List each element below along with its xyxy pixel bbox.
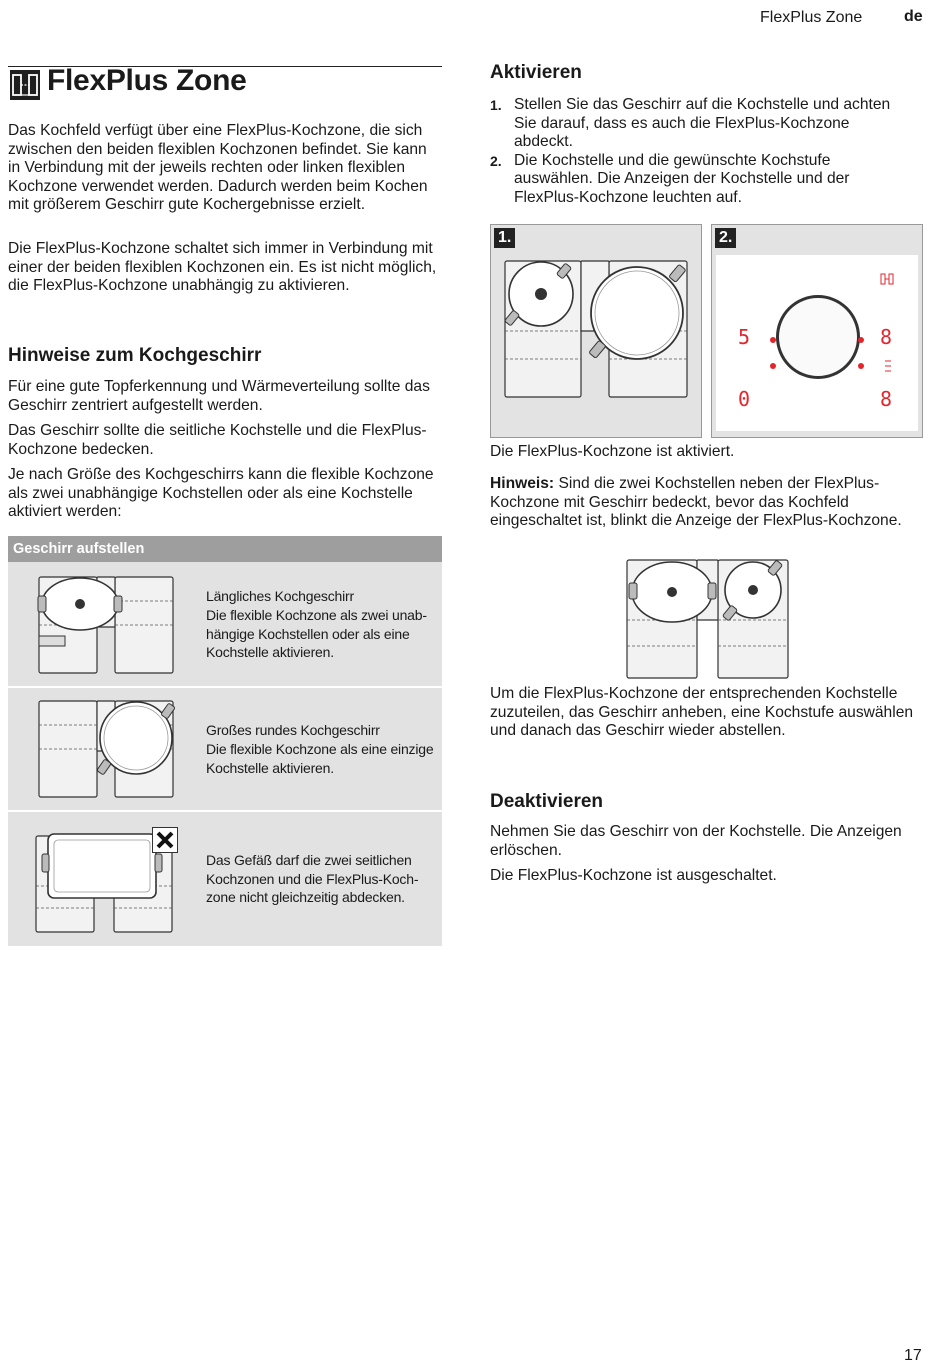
hint-paragraph-1: Für eine gute Topferkennung und Wärmeverteilung sollte das Geschirr zentriert aufgestellt werden. [8, 378, 430, 414]
table-cell-title: Großes rundes Kochgeschirr [206, 722, 380, 738]
list-item [490, 152, 900, 208]
list-item [490, 96, 900, 152]
power-level-display: 8 [880, 325, 893, 349]
step-text: Stellen Sie das Geschirr auf die Kochstelle und achten Sie darauf, dass es auch die FlexPlus-Kochzone abdeckt. [514, 96, 891, 150]
round-cookware-illustration [36, 698, 176, 800]
table-header: Geschirr aufstellen [8, 536, 442, 562]
step-text: Die Kochstelle und die gewünschte Kochstufe auswählen. Die Anzeigen der Kochstelle und der FlexPlus-Kochzone leuchten auf. [514, 151, 850, 206]
page-title: FlexPlus Zone [47, 64, 247, 97]
indicator-dot [770, 337, 776, 343]
flexplus-indicator-icon [880, 273, 894, 285]
intro-paragraph: Das Kochfeld verfügt über eine FlexPlus-Kochzone, die sich zwischen den beiden flexiblen Kochzonen befindet. Sie kann in Verbindung mit der jeweils rechten oder linken flexiblen Kochzone verwendet werden. Dadurch werden beim Kochen mit größerem Geschirr gute Kochergebnisse erzielt. [8, 122, 428, 213]
page-number: 17 [904, 1347, 922, 1364]
step-number: 2. [490, 152, 502, 169]
indicator-dot [858, 337, 864, 343]
figure-label: 2. [715, 228, 736, 248]
step-number: 1. [490, 97, 502, 113]
control-panel [716, 255, 918, 431]
figure-step-1 [490, 224, 702, 438]
deactivate-heading: Deaktivieren [490, 791, 604, 812]
activate-heading: Aktivieren [490, 62, 582, 83]
figure-label: 1. [494, 228, 515, 248]
cookware-hints-heading: Hinweise zum Kochgeschirr [8, 345, 262, 366]
not-allowed-icon [152, 827, 178, 853]
table-cell-text: Die flexible Kochzone als zwei unab- hängige Kochstellen oder als eine Kochstelle aktivieren. [206, 607, 427, 660]
two-cookware-illustration [622, 556, 792, 680]
power-level-display: 0 [738, 387, 751, 411]
language-code: de [904, 8, 923, 25]
status-deactivated: Die FlexPlus-Kochzone ist ausgeschaltet. [490, 867, 777, 884]
flexplus-zone-icon [10, 70, 40, 100]
assign-paragraph: Um die FlexPlus-Kochzone der entsprechenden Kochstelle zuzuteilen, das Geschirr anheben, eine Kochstufe auswählen und danach das Geschirr wieder abstellen. [490, 685, 914, 739]
running-header-title: FlexPlus Zone [760, 9, 863, 26]
heat-indicator-icon [884, 359, 892, 373]
status-activated: Die FlexPlus-Kochzone ist aktiviert. [490, 443, 735, 460]
power-level-display: 5 [738, 325, 751, 349]
note-text: Sind die zwei Kochstellen neben der FlexPlus-Kochzone mit Geschirr bedeckt, bevor das Kochfeld eingeschaltet ist, blinkt die Anzeige der FlexPlus-Kochzone. [490, 475, 902, 529]
intro-paragraph-2: Die FlexPlus-Kochzone schaltet sich immer in Verbindung mit einer der beiden flexiblen Kochzonen ein. Es ist nicht möglich, die FlexPlus-Kochzone unabhängig zu aktivieren. [8, 240, 437, 294]
figure-step-2 [711, 224, 923, 438]
activation-steps [490, 96, 900, 207]
indicator-dot [770, 363, 776, 369]
note-paragraph [490, 475, 926, 531]
power-level-display: 8 [880, 387, 893, 411]
hint-paragraph-2: Das Geschirr sollte die seitliche Kochstelle und die FlexPlus-Kochzone bedecken. [8, 422, 427, 458]
table-cell-title: Längliches Kochgeschirr [206, 588, 354, 604]
hint-paragraph-3: Je nach Größe des Kochgeschirrs kann die flexible Kochzone als zwei unabhängige Kochstellen oder als eine Kochstelle aktiviert werden: [8, 466, 434, 520]
oval-cookware-illustration [36, 574, 176, 676]
note-label: Hinweis: [490, 475, 555, 492]
table-cell-text: Die flexible Kochzone als eine einzige Kochstelle aktivieren. [206, 741, 434, 776]
deactivate-paragraph: Nehmen Sie das Geschirr von der Kochstelle. Die Anzeigen erlöschen. [490, 823, 902, 859]
indicator-dot [858, 363, 864, 369]
table-cell-text: Das Gefäß darf die zwei seitlichen Kochzonen und die FlexPlus-Koch- zone nicht gleichzeitig abdecken. [206, 852, 419, 905]
control-knob [776, 295, 860, 379]
